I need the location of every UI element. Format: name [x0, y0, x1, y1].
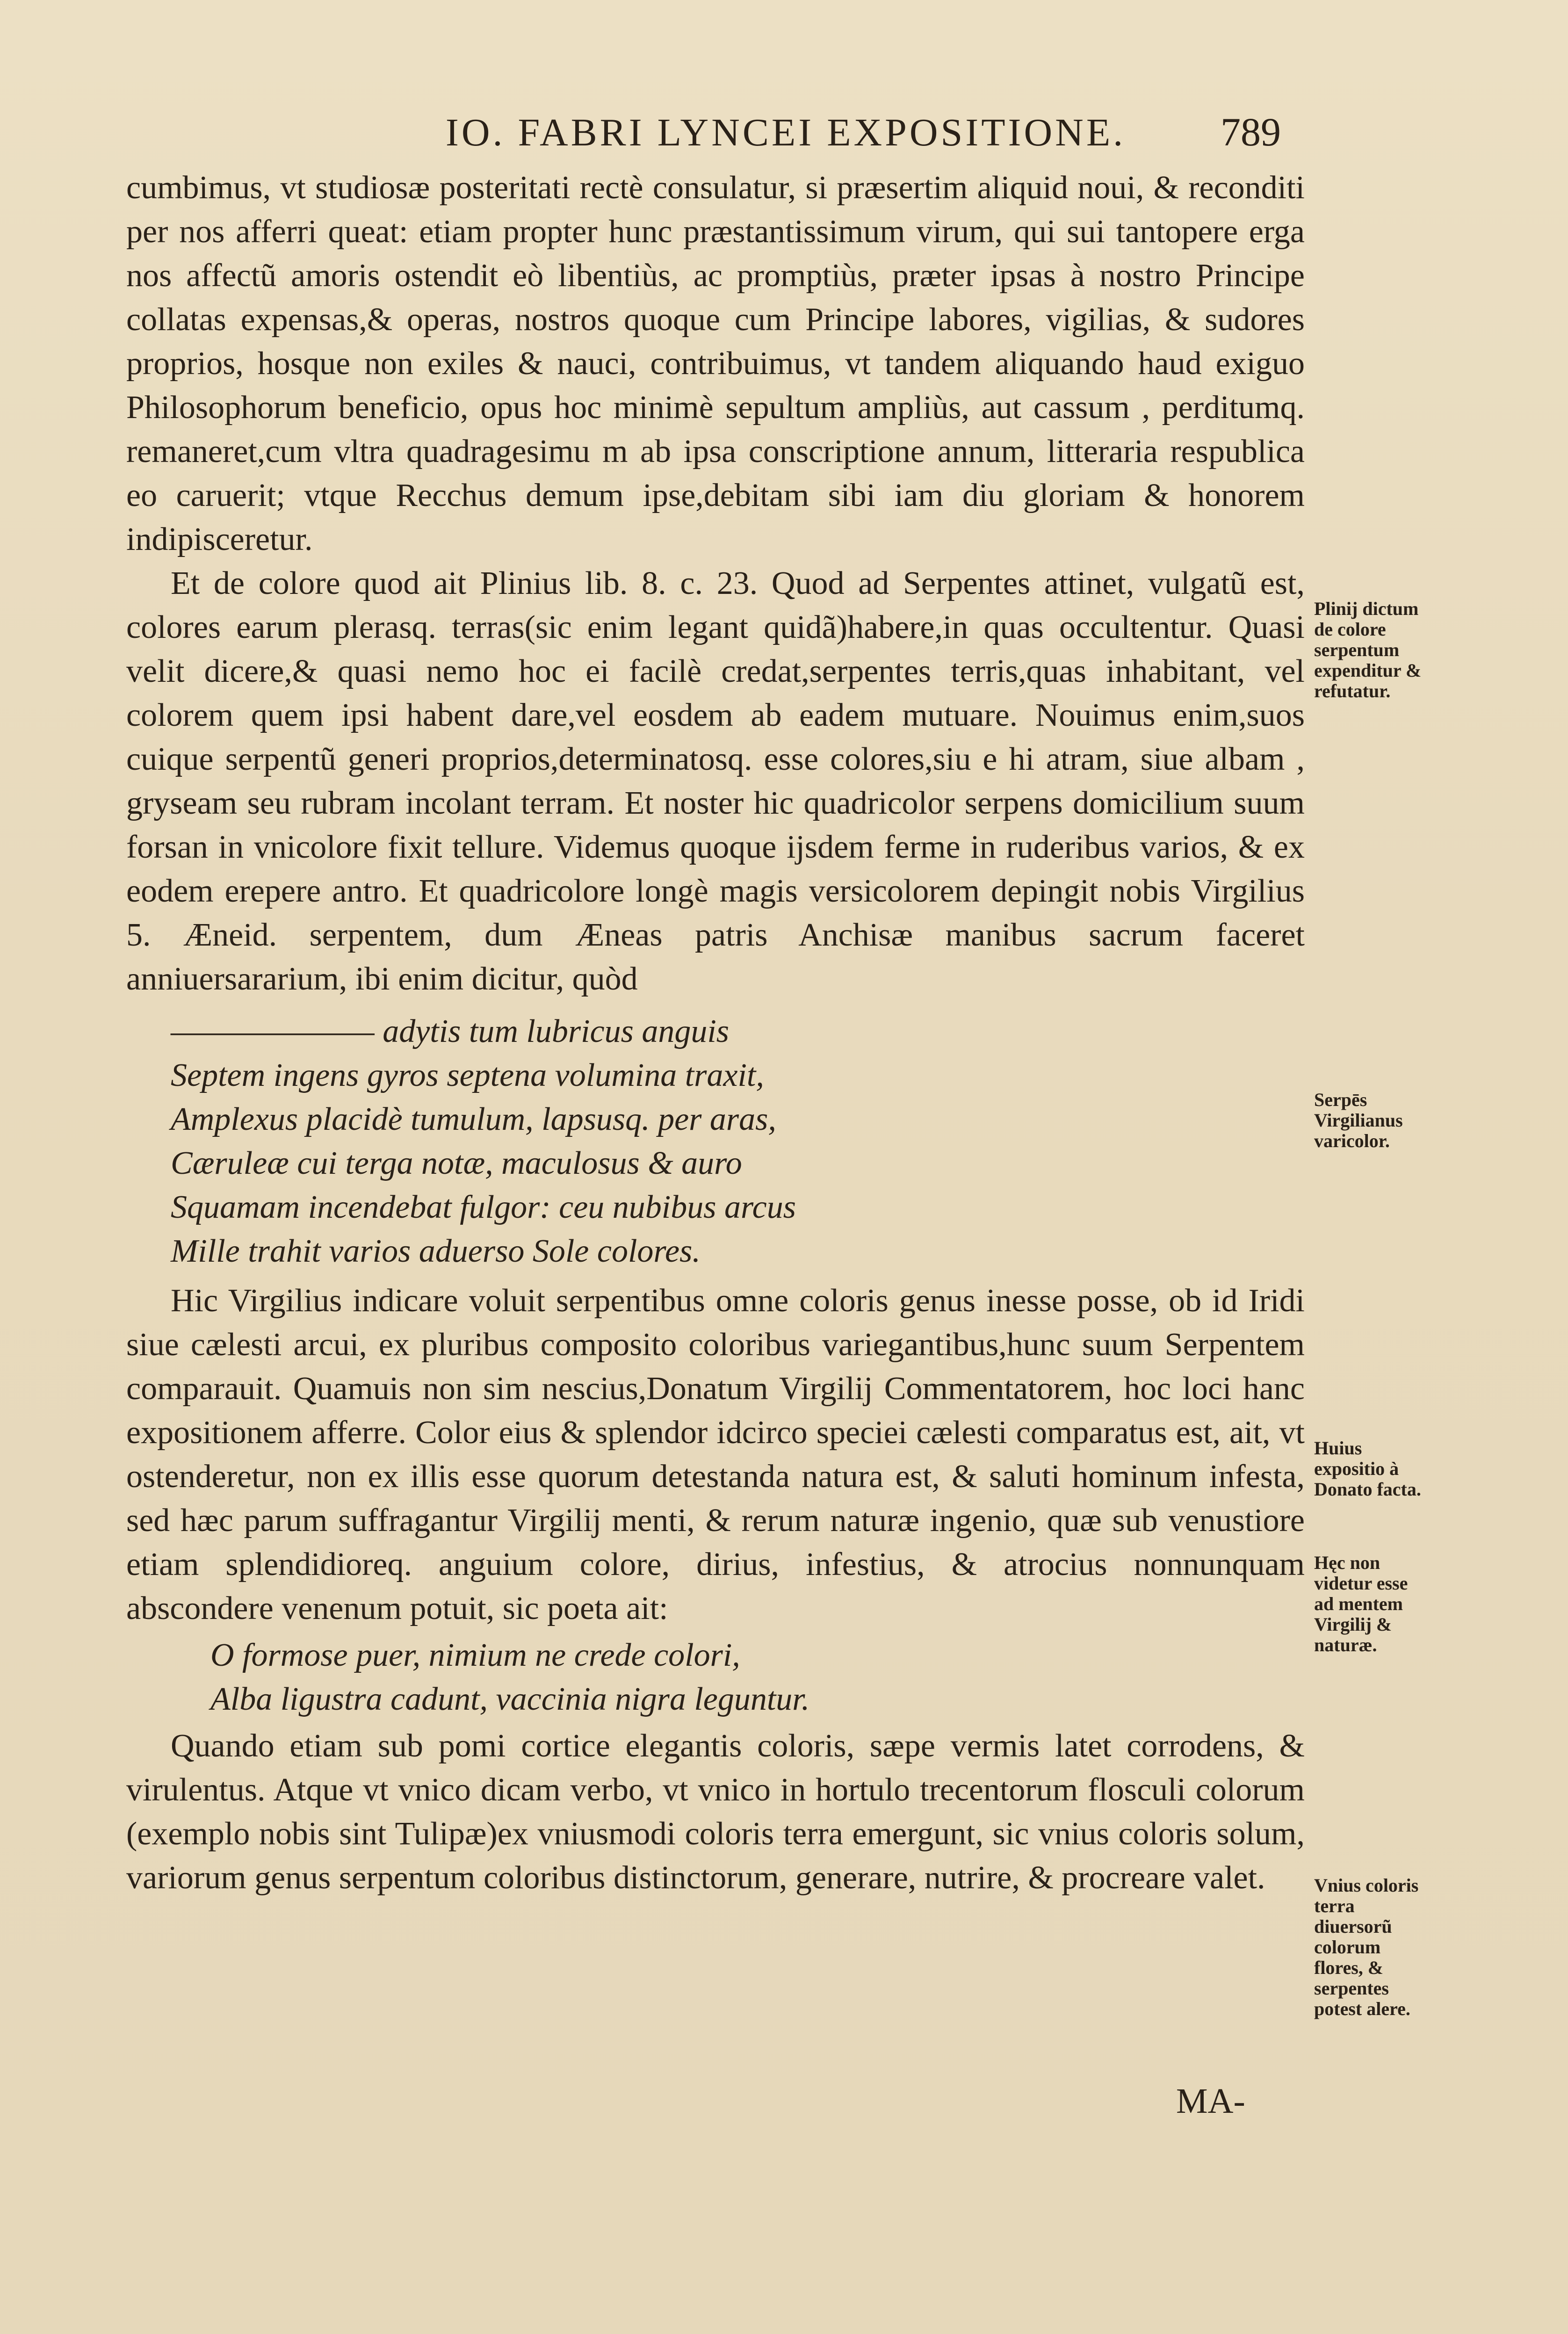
margin-note-5: Vnius coloris terra diuersorũ colorum flores, & serpentes potest alere.: [1314, 1875, 1419, 2019]
margin-note-2: Serpēs Virgilianus varicolor.: [1314, 1089, 1403, 1151]
verse-block-1: [171, 1010, 1305, 1273]
verse-line: Squamam incendebat fulgor: ceu nubibus arcus: [171, 1189, 796, 1225]
verse-line: Cæruleæ cui terga notæ, maculosus & auro: [171, 1145, 742, 1181]
paragraph-1: cumbimus, vt studiosæ posteritati rectè consulatur, si præsertim aliquid noui, & reconditi per nos afferri queat: etiam propter hunc præstantissimum virum, qui sui tantopere erga nos affectũ amoris ostendit eò libentiùs, ac promptiùs, præter ipsas à nostro Principe collatas expensas,& operas, nostros quoque cum Principe labores, vigilias, & sudores proprios, hosque non exiles & nauci, contribuimus, vt tandem aliquando haud exiguo Philosophorum beneficio, opus hoc minimè sepultum ampliùs, aut cassum , perditumq. remaneret,cum vltra quadragesimu m ab ipsa conscriptione annum, litteraria respublica eo caruerit; vtque Recchus demum ipse,debitam sibi iam diu gloriam & honorem indipisceretur.: [126, 170, 1305, 557]
verse-line: Septem ingens gyros septena volumina traxit,: [171, 1057, 764, 1093]
verse-line: Alba ligustra cadunt, vaccinia nigra leguntur.: [210, 1681, 810, 1717]
verse-line: O formose puer, nimium ne crede colori,: [210, 1637, 740, 1673]
margin-note-4: Hęc non videtur esse ad mentem Virgilij & naturæ.: [1314, 1552, 1408, 1655]
verse-line: ——————— adytis tum lubricus anguis: [171, 1013, 730, 1049]
running-head: IO. FABRI LYNCEI EXPOSITIONE.: [445, 111, 1126, 154]
verse-line: Mille trahit varios aduerso Sole colores.: [171, 1233, 701, 1269]
main-text: [126, 166, 1305, 1900]
page-number: 789: [1221, 109, 1281, 154]
margin-note-1: Plinij dictum de colore serpentum expenditur & refutatur.: [1314, 598, 1422, 701]
verse-block-2: [210, 1633, 1305, 1721]
margin-note-3: Huius expositio à Donato facta.: [1314, 1438, 1421, 1500]
paragraph-2: Et de colore quod ait Plinius lib. 8. c. 23. Quod ad Serpentes attinet, vulgatũ est, colores earum plerasq. terras(sic enim legant quidã)habere,in quas occultentur. Quasi velit dicere,& quasi nemo hoc ei facilè credat,serpentes terris,quas inhabitant, vel colorem quem ipsi habent dare,vel eosdem ab eadem mutuare. Nouimus enim,suos cuique serpentũ generi proprios,determinatosq. esse colores,siu e hi atram, siue albam , gryseam seu rubram incolant terram. Et noster hic quadricolor serpens domicilium suum forsan in vnicolore fixit tellure. Videmus quoque ijsdem ferme in ruderibus varios, & ex eodem erepere antro. Et quadricolore longè magis versicolorem depingit nobis Virgilius 5. Æneid. serpentem, dum Æneas patris Anchisæ manibus sacrum faceret anniuersararium, ibi enim dicitur, quòd: [126, 565, 1305, 997]
paragraph-4: Quando etiam sub pomi cortice elegantis coloris, sæpe vermis latet corrodens, & virulentus. Atque vt vnico dicam verbo, vt vnico in hortulo trecentorum flosculi colorum (exemplo nobis sint Tulipæ)ex vniusmodi coloris terra emergunt, sic vnius coloris solum, variorum genus serpentum coloribus distinctorum, generare, nutrire, & procreare valet.: [126, 1728, 1305, 1896]
verse-line: Amplexus placidè tumulum, lapsusq. per aras,: [171, 1101, 776, 1137]
catchword: MA-: [1176, 2081, 1245, 2121]
paragraph-3: Hic Virgilius indicare voluit serpentibus omne coloris genus inesse posse, ob id Iridi siue cælesti arcui, ex pluribus composito coloribus variegantibus,hunc suum Serpentem comparauit. Quamuis non sim nescius,Donatum Virgilij Commentatorem, hoc loci hanc expositionem afferre. Color eius & splendor idcirco speciei cælesti comparatus est, ait, vt ostenderetur, non ex illis esse quorum detestanda natura est, & saluti hominum infesta, sed hæc parum suffragantur Virgilij menti, & rerum naturæ ingenio, quæ sub venustiore etiam splendidioreq. anguium colore, dirius, infestius, & atrocius nonnunquam abscondere venenum potuit, sic poeta ait:: [126, 1283, 1305, 1626]
